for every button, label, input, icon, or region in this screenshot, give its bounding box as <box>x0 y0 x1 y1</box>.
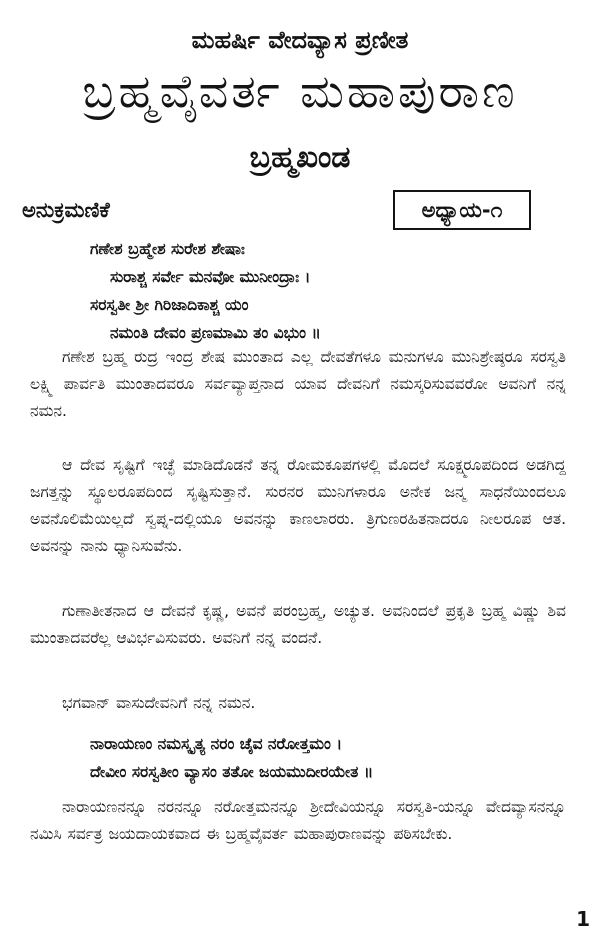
verse-line: ಗಣೇಶ ಬ್ರಹ್ಮೇಶ ಸುರೇಶ ಶೇಷಾಃ <box>90 240 245 258</box>
verse-line: ಸರಸ್ವತೀ ಶ್ರೀ ಗಿರಿಜಾದಿಕಾಶ್ಚ ಯಂ <box>90 296 249 314</box>
paragraph: ನಾರಾಯಣನನ್ನೂ ನರನನ್ನೂ ನರೋತ್ತಮನನ್ನೂ ಶ್ರೀದೇವಿಯನ್ನೂ ಸರಸ್ವತಿ-ಯನ್ನೂ ವೇದವ್ಯಾಸನನ್ನೂ ನಮಿಸಿ ಸರ್ವತ್ರ ಜಯದಾಯಕವಾದ ಈ ಬ್ರಹ್ಮವೈವರ್ತ ಮಹಾಪುರಾಣವನ್ನು ಪಠಿಸಬೇಕು. <box>30 798 566 843</box>
paragraph: ಆ ದೇವ ಸೃಷ್ಟಿಗೆ ಇಚ್ಛೆ ಮಾಡಿದೊಡನೆ ತನ್ನ ರೋಮಕೂಪಗಳಲ್ಲಿ ಮೊದಲೆ ಸೂಕ್ಷ್ಮರೂಪದಿಂದ ಅಡಗಿದ್ದ ಜಗತ್ತನ್ನು ಸ್ಥೂಲರೂಪದಿಂದ ಸೃಷ್ಟಿಸುತ್ತಾನೆ. ಸುರನರ ಮುನಿಗಳಾರೂ ಅನೇಕ ಜನ್ಮ ಸಾಧನೆಯಿಂದಲೂ ಅವನೊಲಿಮೆಯಿಲ್ಲದೆ ಸ್ವಪ್ನ-ದಲ್ಲಿಯೂ ಅವನನ್ನು ಕಾಣಲಾರರು. ತ್ರಿಗುಣರಹಿತನಾದರೂ ನೀಲರೂಪ ಆತ. ಅವನನ್ನು ನಾನು ಧ್ಯಾನಿಸುವೆನು. <box>30 456 566 555</box>
main-title: ಬ್ರಹ್ಮವೈವರ್ತ ಮಹಾಪುರಾಣ <box>82 64 518 118</box>
chapter-label: ಅಧ್ಯಾಯ-೧ <box>421 197 503 222</box>
verse-line: ನಮಂತಿ ದೇವಂ ಪ್ರಣಮಾಮಿ ತಂ ವಿಭುಂ ॥ <box>110 324 321 342</box>
author-line: ಮಹರ್ಷಿ ವೇದವ್ಯಾಸ ಪ್ರಣೀತ <box>191 26 409 54</box>
paragraph: ಗಣೇಶ ಬ್ರಹ್ಮ ರುದ್ರ ಇಂದ್ರ ಶೇಷ ಮುಂತಾದ ಎಲ್ಲ ದೇವತೆಗಳೂ ಮನುಗಳೂ ಮುನಿಶ್ರೇಷ್ಠರೂ ಸರಸ್ವತಿ ಲಕ್ಷ್ಮಿ ಪಾರ್ವತಿ ಮುಂತಾದವರೂ ಸರ್ವವ್ಯಾಪ್ತನಾದ ಯಾವ ದೇವನಿಗೆ ನಮಸ್ಕರಿಸುವವರೋ ಅವನಿಗೆ ನನ್ನ ನಮನ. <box>30 348 566 420</box>
section-title: ಬ್ರಹ್ಮಖಂಡ <box>249 140 351 175</box>
verse-line: ಸುರಾಶ್ಚ ಸರ್ವೇ ಮನವೋ ಮುನೀಂದ್ರಾಃ । <box>110 268 311 286</box>
paragraph: ಗುಣಾತೀತನಾದ ಆ ದೇವನೆ ಕೃಷ್ಣ, ಅವನೆ ಪರಂಬ್ರಹ್ಮ, ಅಚ್ಯುತ. ಅವನಿಂದಲೆ ಪ್ರಕೃತಿ ಬ್ರಹ್ಮ ವಿಷ್ಣು ಶಿವ ಮುಂತಾದವರೆಲ್ಲ ಆವಿರ್ಭವಿಸುವರು. ಅವನಿಗೆ ನನ್ನ ವಂದನೆ. <box>30 602 566 647</box>
toc-heading: ಅನುಕ್ರಮಣಿಕೆ <box>22 198 110 222</box>
page-number: 1 <box>576 907 590 931</box>
verse-line: ನಾರಾಯಣಂ ನಮಸ್ಕೃತ್ಯ ನರಂ ಚೈವ ನರೋತ್ತಮಂ । <box>90 735 343 753</box>
verse-line: ದೇವೀಂ ಸರಸ್ವತೀಂ ವ್ಯಾಸಂ ತತೋ ಜಯಮುದೀರಯೇತ ॥ <box>90 763 374 781</box>
paragraph: ಭಗವಾನ್ ವಾಸುದೇವನಿಗೆ ನನ್ನ ನಮನ. <box>62 694 256 712</box>
chapter-box <box>393 190 531 230</box>
